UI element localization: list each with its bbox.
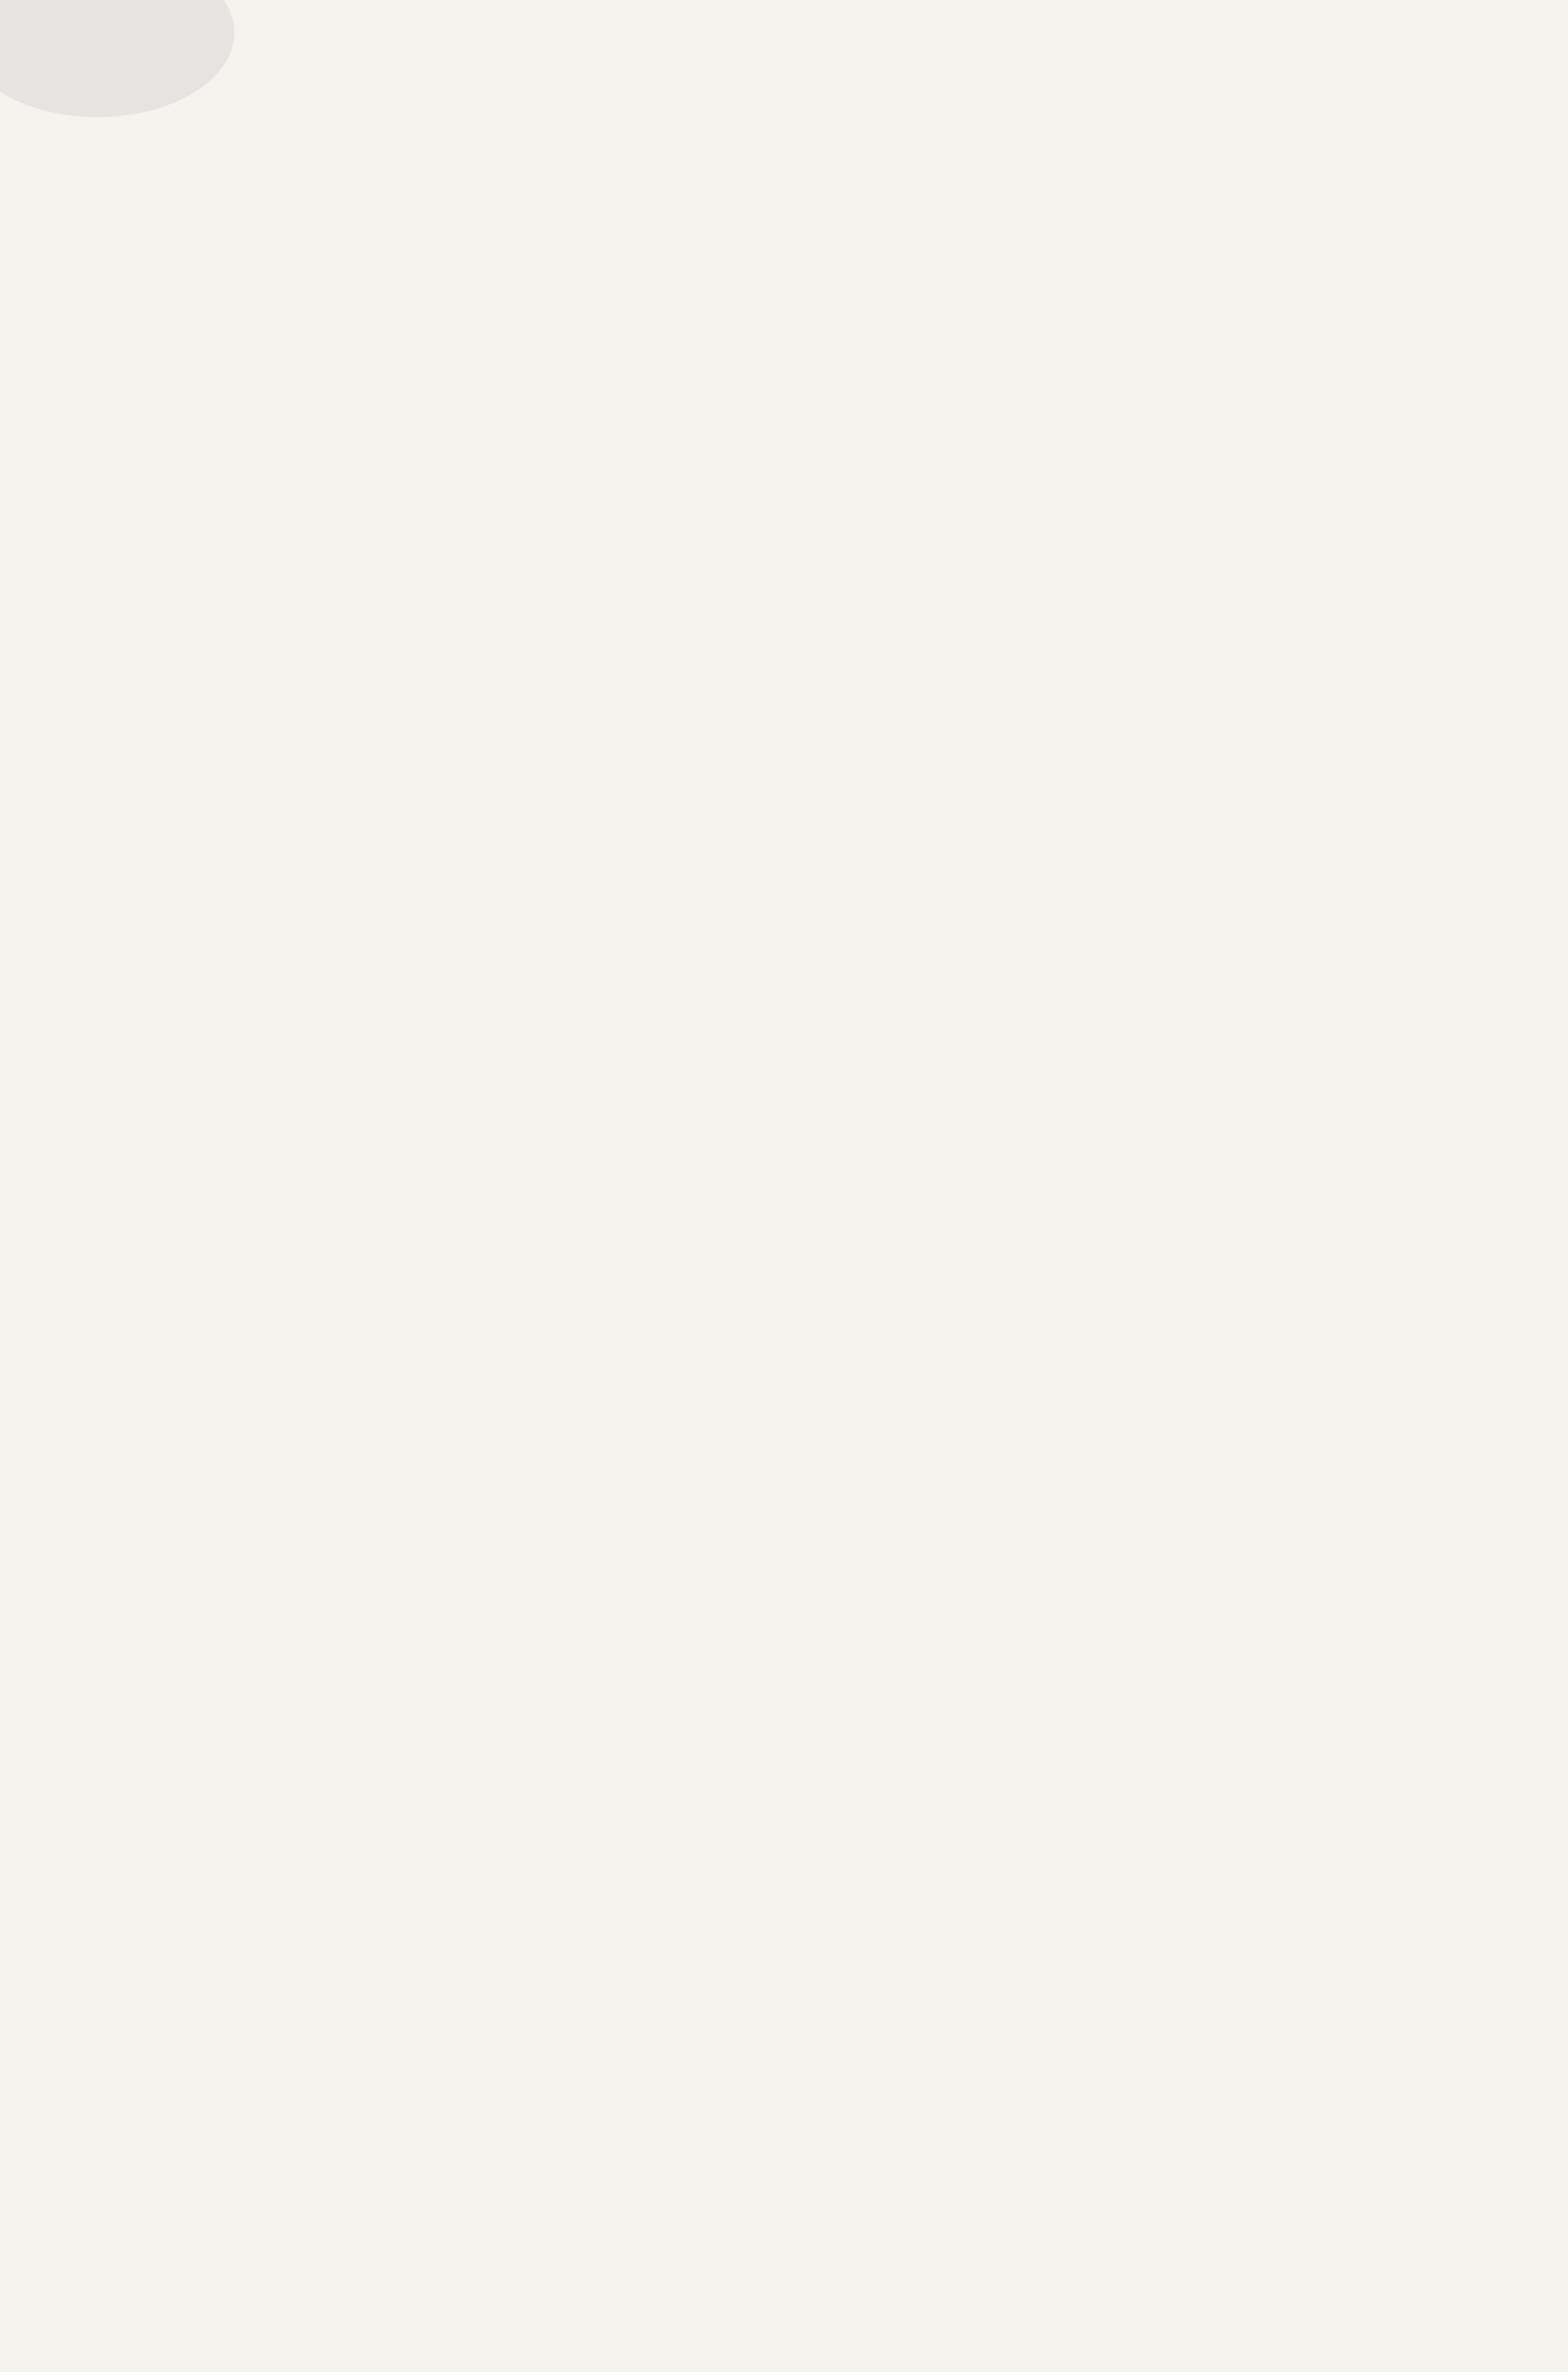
scan-smudge [0, 0, 234, 117]
